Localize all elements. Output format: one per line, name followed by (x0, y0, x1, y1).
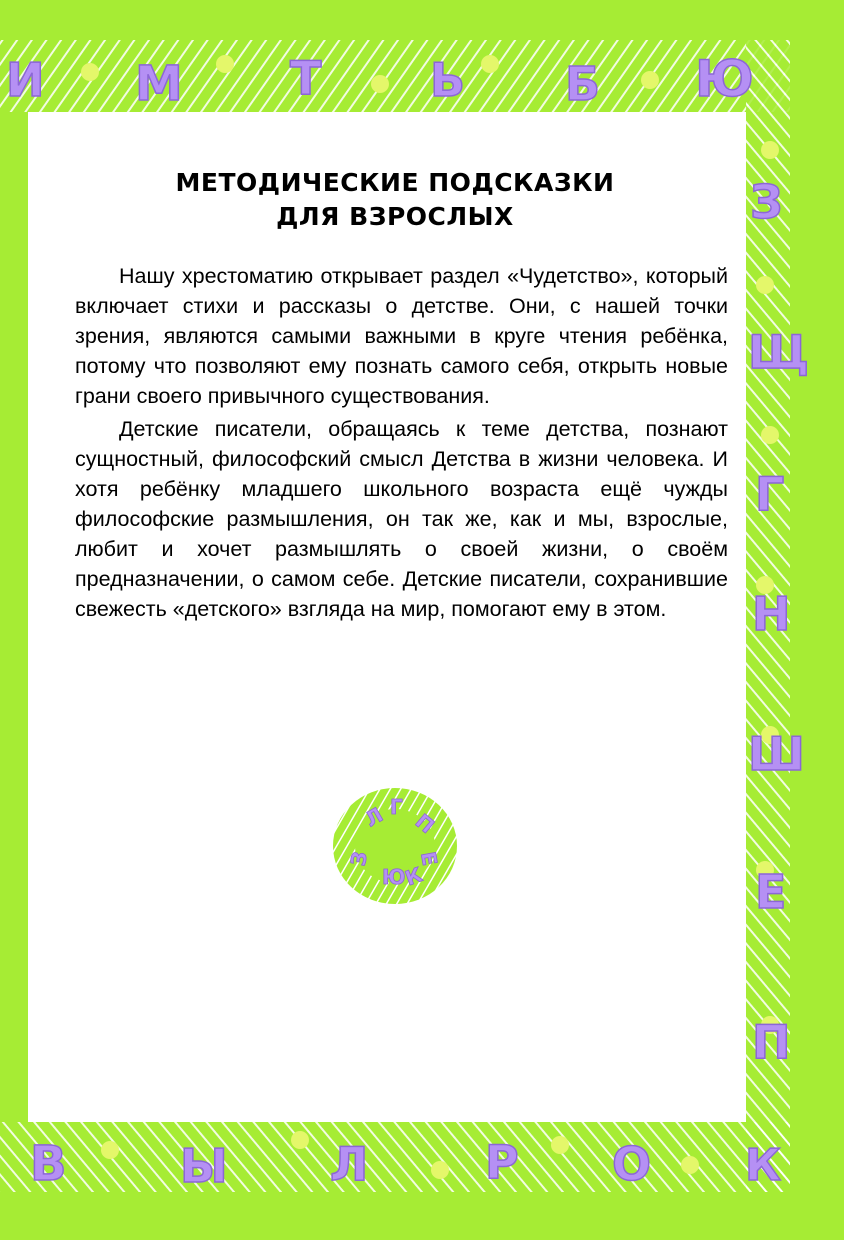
border-letter: З (750, 175, 783, 229)
border-letter: Щ (748, 325, 809, 379)
title-line-2: ДЛЯ ВЗРОСЛЫХ (276, 202, 514, 231)
border-letter: Г (755, 467, 785, 521)
medallion-letter: К (401, 862, 426, 891)
medallion-letter: Г (390, 795, 403, 819)
letter-medallion (330, 784, 460, 908)
paragraph-1: Нашу хрестоматию открывает раздел «Чудетство», который включает стихи и рассказы о детстве. Они, с нашей точки зрения, являются самыми важными в круге чтения ребёнка, потому что позволяют ему познать самого себя, открыть новые грани своего привычного существования. (75, 264, 728, 408)
border-letter: О (612, 1137, 652, 1191)
border-letter: Ь (430, 53, 466, 107)
medallion-letter: Л (360, 802, 387, 832)
border-letter: Е (755, 865, 787, 919)
medallion-letter: Е (416, 849, 443, 868)
border-letter: Ю (695, 50, 754, 108)
medallion-letter: П (410, 808, 440, 839)
border-letter: М (135, 56, 183, 112)
border-letter: Ш (748, 727, 805, 781)
border-letter: Н (752, 587, 791, 641)
border-letter: Т (290, 51, 322, 105)
border-letter: Б (565, 57, 601, 111)
page-title (0, 166, 790, 234)
border-letter: К (745, 1140, 781, 1191)
body-text (75, 261, 728, 627)
paragraph-2: Детские писатели, обращаясь к теме детства, познают сущностный, философский смысл Детства в жизни человека. И хотя ребёнку младшего школьного возраста ещё чужды философские размышления, он так же, как и мы, взрослые, любит и хочет размышлять о своей жизни, о своём предназначении, о самом себе. Детские писатели, сохранившие свежесть «детского» взгляда на мир, помогают ему в этом. (75, 417, 728, 621)
border-letter: П (752, 1015, 791, 1069)
border-letter: В (30, 1136, 67, 1192)
border-letter: Р (485, 1135, 519, 1189)
border-letter: И (6, 53, 45, 107)
border-letter: Л (330, 1137, 369, 1191)
border-letter: Ы (180, 1139, 228, 1193)
medallion-letter: З (345, 849, 372, 868)
medallion-letter: Ю (382, 865, 406, 889)
title-line-1: МЕТОДИЧЕСКИЕ ПОДСКАЗКИ (175, 168, 615, 197)
